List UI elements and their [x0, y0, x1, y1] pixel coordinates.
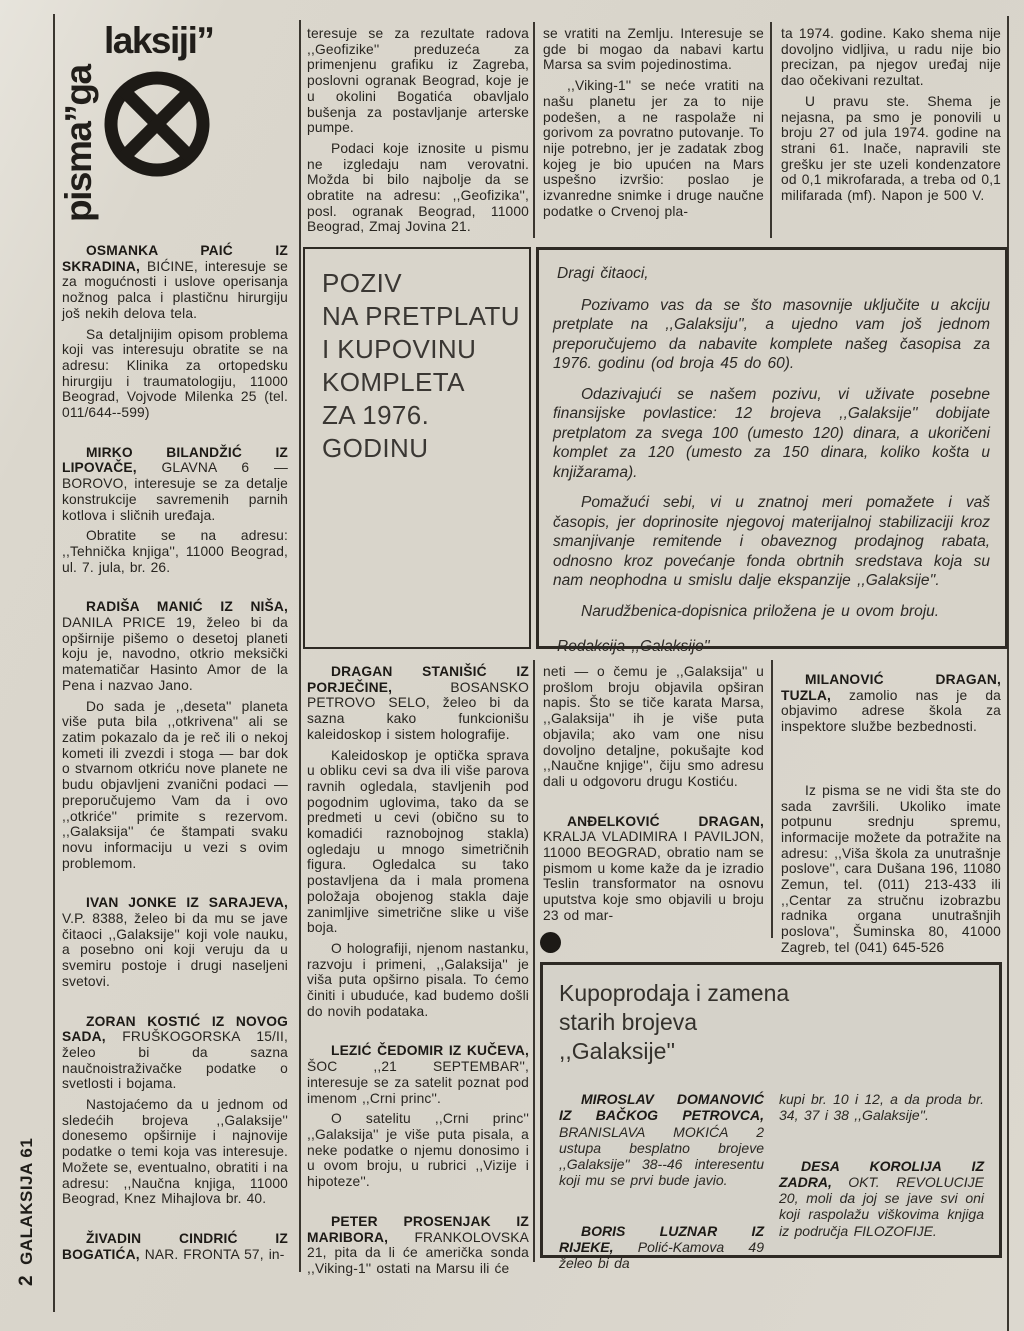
- classifieds-columns: [559, 1091, 984, 1276]
- column-divider-3-4-top: [770, 22, 772, 238]
- editorial-body: [553, 296, 990, 622]
- column-divider-3-4-bottom: [771, 660, 773, 938]
- letter-paragraph: LEZIĆ ČEDOMIR IZ KUČEVA, ŠOC ,,21 SEPTEMBAR'', interesuje se za satelit poznat pod imenom ,,Crni princ''.: [307, 1043, 529, 1106]
- classifieds-left-column: [559, 1091, 764, 1276]
- letter-paragraph: DESA KOROLIJA IZ ZADRA, OKT. REVOLUCIJE 20, moli da joj se jave svi oni koji raspolažu viškovima knjiga iz područja FILOZOFIJE.: [779, 1157, 984, 1239]
- letter-author: MIROSLAV DOMANOVIĆ IZ BAČKOG PETROVCA,: [559, 1091, 764, 1124]
- subscription-call-box: [303, 247, 531, 649]
- letter-paragraph: PETER PROSENJAK IZ MARIBORA, FRANKOLOVSKA 21, pita da li će američka sonda ,,Viking-1'' ostati na Marsu ili će: [307, 1213, 529, 1276]
- page-number: 2: [16, 1274, 37, 1286]
- letter-paragraph: RADIŠA MANIĆ IZ NIŠA, DANILA PRICE 19, želeo bi da opširnije pišemo o desetoj planeti koju je, navodno, otkrio meksički matematičar Hasinto Amor de la Pena i nazvao Jano.: [62, 599, 288, 693]
- spine-label: [16, 1111, 38, 1286]
- letter-author: OSMANKA PAIĆ IZ SKRADINA,: [62, 243, 288, 274]
- paragraph: Narudžbenica-dopisnica priložena je u ovom broju.: [581, 602, 940, 620]
- paragraph: Odazivajući se našem pozivu, vi uživate posebne finansijske povlastice: 12 brojeva ,,Galaksije'' dobijate pretplatom za svega 100 (umesto 120) dinara, a ukoričeni komplet za 120 (umesto za 150 dinara, koliko košta u knjižarama).: [553, 385, 990, 481]
- letter-paragraph: DRAGAN STANIŠIĆ IZ PORJEČINE, BOSANSKO PETROVO SELO, želeo bi da sazna kako funkcionišu kaleidoskop i sistem holografije.: [307, 664, 529, 742]
- paragraph: Pozivamo vas da se što masovnije uključite u akciju pretplate na ,,Galaksiju'', a ujedno vam još jednom preporučujemo da nabavite komplete našeg časopisa za 1976. godinu (od broja 45 do 60).: [553, 296, 990, 372]
- column-2-bottom: [307, 664, 529, 1282]
- display-line: Kupoprodaja i zamena: [559, 980, 790, 1006]
- letter-paragraph: MILANOVIĆ DRAGAN, TUZLA, zamolio nas je da objavimo adrese škola za inspektore službe bezbednosti.: [781, 672, 1001, 735]
- paragraph: kupi br. 10 i 12, a da proda br. 34, 37 i 38 ,,Galaksije''.: [779, 1091, 984, 1124]
- editorial-box: [536, 247, 1008, 655]
- column-3-bottom: [543, 664, 764, 929]
- column-4-bottom: [781, 672, 1001, 961]
- paragraph: O holografiji, njenom nastanku, razvoju i primeni, ,,Galaksija'' je viša puta opširno pisala. To ćemo činiti i ubuduće, kad budemo došli do novih podataka.: [307, 940, 529, 1019]
- magazine-issue-label: GALAKSIJA 61: [17, 1137, 36, 1265]
- letter-paragraph: OSMANKA PAIĆ IZ SKRADINA, BIĆINE, interesuje se za mogućnosti i uslove operisanja nožnog palca i plastičnu hirurgiju još nekih delova tela.: [62, 243, 289, 321]
- letter-author: ŽIVADIN CINDRIĆ IZ BOGATIĆA,: [62, 1230, 288, 1262]
- page-right-rule: [1007, 16, 1009, 1331]
- letter-paragraph: IVAN JONKE IZ SARAJEVA, V.P. 8388, želeo bi da mu se jave čitaoci ,,Galaksije'' koji vole nauku, a posebno oni koji veruju da u svemiru postoje i drugi naseljeni svetovi.: [62, 895, 288, 989]
- classifieds-right-column: [779, 1091, 984, 1276]
- letter-author: PETER PROSENJAK IZ MARIBORA,: [307, 1213, 529, 1245]
- paragraph: ,,Viking-1'' se neće vratiti na našu planetu jer za to nije podešen, a ne raspolaže ni gorivom za povratno putovanje. To nije potrebno, jer je zadatak zbog kojeg je bio upućen na Mars uspešno izvršio: poslao je izvanredne snimke i druge naučne podatke o Crvenoj pla-: [543, 78, 764, 219]
- paragraph: Podaci koje iznosite u pismu ne izgledaju nam verovatni. Možda bi bilo najbolje da se obratite na adresu: ,,Geofizika'', posl. ogranak Beograd, 11000 Beograd, Zmaj Jovina 21.: [307, 140, 529, 235]
- column-3-top: [543, 26, 764, 224]
- letter-paragraph: MIROSLAV DOMANOVIĆ IZ BAČKOG PETROVCA, BRANISLAVA MOKIĆA 2 ustupa besplatno brojeve ,,Galaksije'' 38--46 interesentu koji mu se prvi bude javio.: [559, 1091, 764, 1189]
- letter-paragraph: ANĐELKOVIĆ DRAGAN, KRALJA VLADIMIRA I PAVILJON, 11000 BEOGRAD, obratio nam se pismom u kome kaže da je izradio Teslin transformator na osnovu uputstva koje smo objavili u broju 23 od mar-: [543, 813, 764, 923]
- paragraph: Pomažući sebi, vi u znatnoj meri pomažete i vaš časopis, jer doprinosite njegovoj materijalnoj stabilizaciji kroz smanjivanje remitende i obaveznog prodajnog rabata, odnosno kroz povećanje fonda obrtnih sredstava koja su nam neophodna u smislu dalje ekspanzije ,,Galaksije''.: [553, 494, 990, 589]
- display-line: ,,Galaksije'': [559, 1038, 676, 1064]
- column-2-top: [307, 26, 529, 240]
- paragraph: U pravu ste. Shema je nejasna, pa smo je ponovili u broju 27 od jula 1974. godine na strani 61. Inače, napravili ste grešku jer ste uzeli kondenzatore od 0,1 mikrofarada, a treba od 0,1 milifarada (mf). Napon je 500 V.: [781, 93, 1001, 204]
- letter-author: DESA KOROLIJA IZ ZADRA,: [779, 1157, 984, 1190]
- column-divider-1-2: [299, 20, 301, 1272]
- display-line: I KUPOVINU: [322, 334, 477, 364]
- display-line: NA PRETPLATU: [322, 301, 520, 331]
- bullet-icon: [540, 932, 561, 953]
- display-line: starih brojeva: [559, 1009, 698, 1035]
- letter-author: DRAGAN STANIŠIĆ IZ PORJEČINE,: [307, 664, 529, 695]
- letter-author: RADIŠA MANIĆ IZ NIŠA,: [86, 599, 288, 615]
- paragraph: ta 1974. godine. Kako shema nije dovoljno vidljiva, u radu nije bio precizan, pa njegov uređaj nije dao očekivani rezultat.: [781, 26, 1001, 89]
- editorial-signature: Redakcija ,,Galaksije'': [557, 638, 710, 655]
- letter-paragraph: BORIS LUZNAR IZ RIJEKE, Polić-Kamova 49 želeo bi da: [559, 1222, 764, 1272]
- paragraph: O satelitu ,,Crni princ'' ,,Galaksija'' je više puta pisala, a neke podatke o njemu donosimo i u ovom broju, u rubrici ,,Vizije i hipoteze''.: [307, 1111, 529, 1190]
- letter-paragraph: ŽIVADIN CINDRIĆ IZ BOGATIĆA, NAR. FRONTA 57, in-: [62, 1230, 288, 1262]
- column-1: [62, 243, 288, 1267]
- letter-paragraph: MIRKO BILANDŽIĆ IZ LIPOVAČE, GLAVNA 6 — BOROVO, interesuje se za detalje konstrukcije savremenih parnih kotlova i sličnih uređaja.: [62, 444, 289, 523]
- logo-vertical-text: pisma”ga: [58, 65, 99, 222]
- paragraph: Obratite se na adresu: ,,Tehnička knjiga'', 11000 Beograd, ul. 7. jula, br. 26.: [62, 528, 288, 575]
- display-line: POZIV: [322, 268, 403, 298]
- paragraph: se vratiti na Zemlju. Interesuje se gde bi mogao da nabavi kartu Marsa sa svim pojedinostima.: [543, 26, 764, 73]
- column-divider-2-3-bottom: [533, 660, 535, 1262]
- display-line: KOMPLETA: [322, 367, 465, 397]
- paragraph: Sa detaljnijim opisom problema koji vas interesuju obratite se na adresu: Klinika za ortopedsku hirurgiju i traumatologiju, 11000 Beograd, Vojvode Milenka 25 (tel. 011/644--599): [62, 326, 288, 421]
- paragraph: neti — o čemu je ,,Galaksija'' u prošlom broju objavila opširan napis. Što se tiče karata Marsa, ,,Galaksija'' ih je više puta objavila; ako vam one nisu dovoljno detaljne, pokušajte kod ,,Naučne knjige'', čiju smo adresu dali u odgovoru drugu Kostiću.: [543, 664, 764, 789]
- classifieds-title: [559, 979, 984, 1066]
- galaxy-circle-x-icon: [98, 64, 216, 189]
- page-left-rule: [53, 14, 55, 1312]
- letter-author: LEZIĆ ČEDOMIR IZ KUČEVA,: [331, 1043, 529, 1059]
- letter-author: MIRKO BILANDŽIĆ IZ LIPOVAČE,: [62, 444, 288, 476]
- letter-author: IVAN JONKE IZ SARAJEVA,: [86, 895, 288, 911]
- display-line: ZA 1976.: [322, 400, 430, 430]
- paragraph: Iz pisma se ne vidi šta ste do sada završili. Ukoliko imate potpunu srednju spremu, informacije možete da potražite na adresu: ,,Viša škola za unutrašnje poslove'', cara Dušana 196, 11080 Zemun, tel. (011) 213-433 ili ,,Centar za stručnu izobrazbu radnika organa unutrašnjih poslova'', Šuminska 80, 41000 Zagreb, tel (041) 645-526: [781, 782, 1001, 955]
- logo-horizontal-text: laksiji”: [104, 20, 214, 61]
- letter-author: BORIS LUZNAR IZ RIJEKE,: [559, 1222, 764, 1256]
- letter-paragraph: ZORAN KOSTIĆ IZ NOVOG SADA, FRUŠKOGORSKA 15/II, želeo bi da sazna naučnoistraživačke podatke o svetlosti i bojama.: [62, 1013, 288, 1092]
- column-divider-2-3-top: [533, 22, 535, 238]
- letter-author: ANĐELKOVIĆ DRAGAN,: [567, 813, 764, 829]
- paragraph: Kaleidoskop je optička sprava u obliku cevi sa dva ili više parova ravnih ogledala, stavljenih pod pogodnim uglovima, tako da se predmeti u cevi (obično su to komadići raznobojnog stakla) ogledaju u mnogo simetričnih figura. Ogledalca su tako postavljena da i mala promena položaja obojenog stakla daje zanimljive simetrične slike u više boja.: [307, 747, 529, 936]
- paragraph: Do sada je ,,deseta'' planeta više puta bila ,,otkrivena'' ali se zatim pokazalo da je reč ili o nekoj kometi ili zvezdi i stoga — bar dok o stvarnom otkriću nove planete ne budu objavljeni zvanični podaci — preporučujemo Vam da i ovo ,,otkriće'' primite s rezervom. ,,Galaksija'' će štampati svaku novu informaciju u vezi s ovim problemom.: [62, 698, 288, 871]
- classifieds-box: [540, 962, 1002, 1272]
- column-4-top: [781, 26, 1001, 209]
- display-line: GODINU: [322, 433, 429, 463]
- editorial-salutation: Dragi čitaoci,: [557, 265, 649, 282]
- letter-author: ZORAN KOSTIĆ IZ NOVOG SADA,: [62, 1013, 288, 1045]
- paragraph: teresuje se za rezultate radova ,,Geofizike'' preduzeća za primenjenu grafiku iz Zagreba, poslovni ogranak Beograd, koje je u okolini Bogatića obavljalo bušenja za postavljanje arterske pumpe.: [307, 26, 529, 136]
- letter-author: MILANOVIĆ DRAGAN, TUZLA,: [781, 672, 1001, 703]
- paragraph: Nastojaćemo da u jednom od sledećih brojeva ,,Galaksije'' donesemo opširnije i najnovije podatke o temi koja vas interesuje. Možete se, eventualno, obratiti i na adresu: ,,Naučna knjiga, 11000 Beograd, Knez Mihajlova br. 40.: [62, 1097, 288, 1207]
